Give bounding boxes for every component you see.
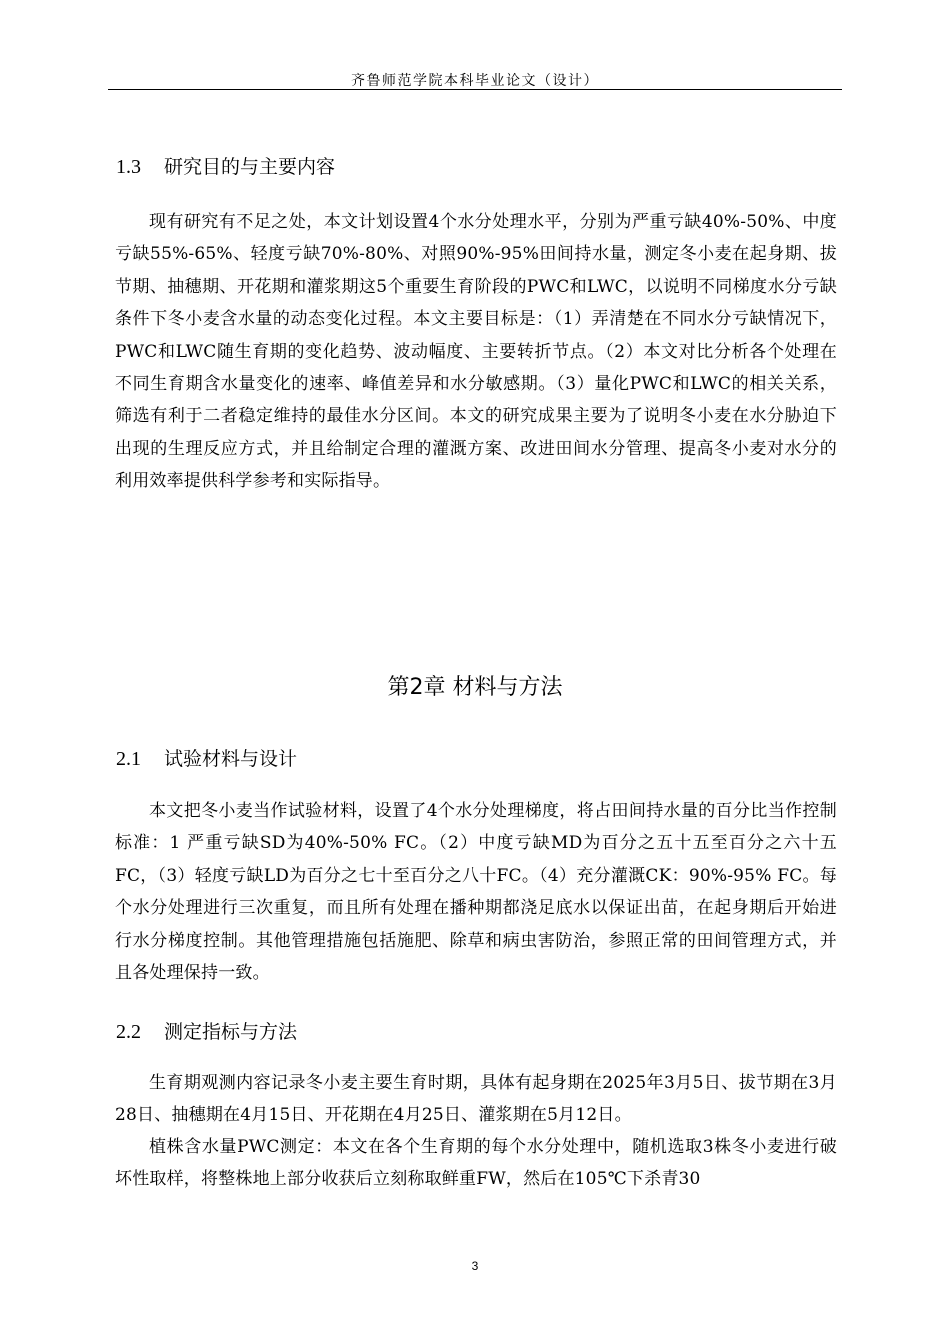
section-heading-2-2	[116, 1017, 297, 1044]
body-paragraph: 生育期观测内容记录冬小麦主要生育时期，具体有起身期在2025年3月5日、拔节期在3月28日、抽穗期在4月15日、开花期在4月25日、灌浆期在5月12日。	[115, 1073, 837, 1126]
section-number: 1.3	[116, 156, 141, 178]
body-paragraph: 本文把冬小麦当作试验材料，设置了4个水分处理梯度，将占田间持水量的百分比当作控制标准：1 严重亏缺SD为40%-50% FC。（2）中度亏缺MD为百分之五十五至百分之六十五FC，（3）轻度亏缺LD为百分之七十至百分之八十FC。（4）充分灌溉CK：90%-95% FC。每个水分处理进行三次重复，而且所有处理在播种期都浇足底水以保证出苗，在起身期后开始进行水分梯度控制。其他管理措施包括施肥、除草和病虫害防治，参照正常的田间管理方式，并且各处理保持一致。	[115, 801, 837, 984]
page-number: 3	[471, 1259, 479, 1273]
section-heading-1-3	[116, 152, 335, 179]
section-title: 测定指标与方法	[164, 1021, 298, 1043]
chapter-title: 第2章 材料与方法	[387, 675, 563, 700]
section-title: 研究目的与主要内容	[164, 156, 336, 178]
header-rule	[108, 89, 842, 90]
section-title: 试验材料与设计	[164, 748, 298, 770]
body-paragraph: 现有研究有不足之处，本文计划设置4个水分处理水平，分别为严重亏缺40%-50%、中度亏缺55%-65%、轻度亏缺70%-80%、对照90%-95%田间持水量，测定冬小麦在起身期、拔节期、抽穗期、开花期和灌浆期这5个重要生育阶段的PWC和LWC，以说明不同梯度水分亏缺条件下冬小麦含水量的动态变化过程。本文主要目标是：（1）弄清楚在不同水分亏缺情况下，PWC和LWC随生育期的变化趋势、波动幅度、主要转折节点。（2）本文对比分析各个处理在不同生育期含水量变化的速率、峰值差异和水分敏感期。（3）量化PWC和LWC的相关关系，筛选有利于二者稳定维持的最佳水分区间。本文的研究成果主要为了说明冬小麦在水分胁迫下出现的生理反应方式，并且给制定合理的灌溉方案、改进田间水分管理、提高冬小麦对水分的利用效率提供科学参考和实际指导。	[115, 212, 837, 492]
running-header: 齐鲁师范学院本科毕业论文（设计）	[351, 73, 599, 89]
section-number: 2.2	[116, 1021, 141, 1043]
body-paragraph: 植株含水量PWC测定：本文在各个生育期的每个水分处理中，随机选取3株冬小麦进行破坏性取样，将整株地上部分收获后立刻称取鲜重FW，然后在105℃下杀青30	[115, 1137, 837, 1190]
section-number: 2.1	[116, 748, 141, 770]
section-heading-2-1	[116, 744, 297, 771]
